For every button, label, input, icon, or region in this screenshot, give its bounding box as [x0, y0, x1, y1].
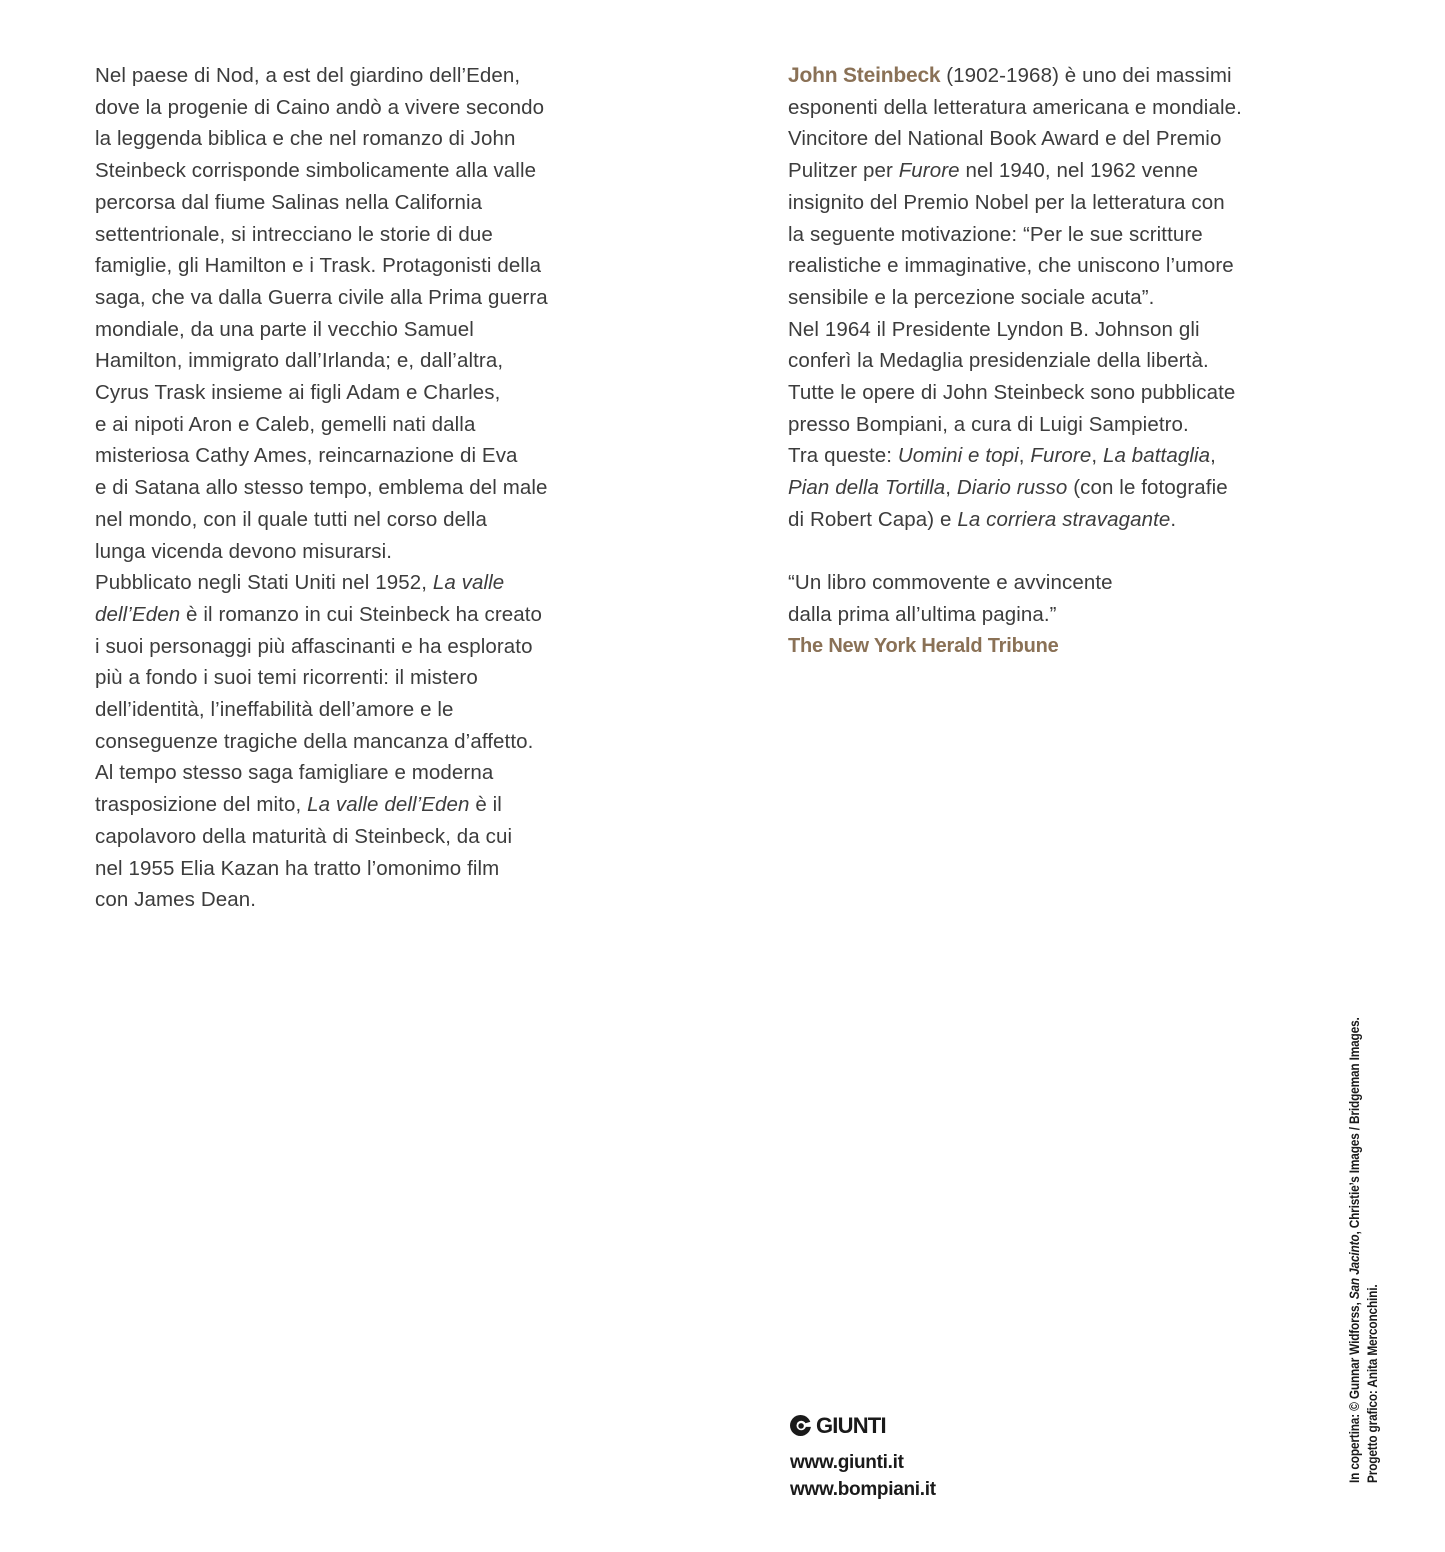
synopsis-line: nel mondo, con il quale tutti nel corso della [95, 507, 487, 531]
synopsis-line: Cyrus Trask insieme ai figli Adam e Charles, [95, 381, 501, 405]
synopsis-line: Al tempo stesso saga famigliare e moderna [95, 761, 494, 785]
synopsis-line: dove la progenie di Caino andò a vivere secondo [95, 95, 545, 119]
synopsis-line: dell’identità, l’ineffabilità dell’amore e le [95, 698, 454, 722]
synopsis-line: trasposizione del mito, La valle dell’Eden è il [95, 793, 502, 817]
publisher-logo-row [790, 1413, 936, 1437]
review-source: The New York Herald Tribune [788, 634, 1059, 657]
synopsis-line: mondiale, da una parte il vecchio Samuel [95, 317, 474, 341]
synopsis-column [95, 60, 715, 916]
cover-credit-line: In copertina: © Gunnar Widforss, San Jacinto, Christie’s Images / Bridgeman Images. [1347, 1017, 1362, 1483]
synopsis-line: dell’Eden è il romanzo in cui Steinbeck ha creato [95, 602, 543, 626]
author-bio [788, 60, 1408, 536]
giunti-g-icon [790, 1415, 811, 1436]
bio-line: di Robert Capa) e La corriera stravagante. [788, 507, 1177, 531]
bio-line: presso Bompiani, a cura di Luigi Sampietro. [788, 412, 1189, 436]
review-quote [788, 567, 1408, 630]
author-column [788, 60, 1408, 662]
giunti-url: www.giunti.it [790, 1452, 904, 1473]
bio-line: conferì la Medaglia presidenziale della libertà. [788, 349, 1209, 373]
synopsis-line: conseguenze tragiche della mancanza d’affetto. [95, 729, 534, 753]
publisher-urls [790, 1450, 936, 1503]
bio-line: Tra queste: Uomini e topi, Furore, La battaglia, [788, 444, 1216, 468]
bompiani-url: www.bompiani.it [790, 1478, 936, 1500]
synopsis-line: lunga vicenda devono misurarsi. [95, 539, 393, 563]
bio-line: Vincitore del National Book Award e del Premio [788, 127, 1222, 151]
bio-line: la seguente motivazione: “Per le sue scritture [788, 222, 1203, 246]
design-credit-line: Progetto grafico: Anita Merconchini. [1365, 1284, 1380, 1483]
quote-line: dalla prima all’ultima pagina.” [788, 602, 1057, 626]
synopsis-line: e ai nipoti Aron e Caleb, gemelli nati dalla [95, 412, 476, 436]
synopsis-line: settentrionale, si intrecciano le storie di due [95, 222, 493, 246]
synopsis-line: Hamilton, immigrato dall’Irlanda; e, dall’altra, [95, 349, 504, 373]
synopsis-line: con James Dean. [95, 888, 257, 912]
synopsis-line: capolavoro della maturità di Steinbeck, da cui [95, 824, 513, 848]
synopsis-line: i suoi personaggi più affascinanti e ha esplorato [95, 634, 533, 658]
synopsis-line: nel 1955 Elia Kazan ha tratto l’omonimo film [95, 856, 500, 880]
paragraph-gap [788, 536, 1408, 568]
publisher-name: GIUNTI [816, 1412, 886, 1438]
publisher-block [790, 1413, 936, 1503]
bio-line: Nel 1964 il Presidente Lyndon B. Johnson gli [788, 317, 1200, 341]
bio-line: John Steinbeck (1902-1968) è uno dei massimi [788, 64, 1232, 87]
bio-line: Tutte le opere di John Steinbeck sono pubblicate [788, 381, 1236, 405]
quote-line: “Un libro commovente e avvincente [788, 571, 1113, 595]
bio-line: Pulitzer per Furore nel 1940, nel 1962 venne [788, 159, 1199, 183]
synopsis-line: misteriosa Cathy Ames, reincarnazione di Eva [95, 444, 518, 468]
bio-line: sensibile e la percezione sociale acuta”. [788, 285, 1155, 309]
bio-line: insignito del Premio Nobel per la letteratura con [788, 190, 1225, 214]
cover-credits [1346, 1017, 1382, 1483]
synopsis-line: percorsa dal fiume Salinas nella California [95, 190, 483, 214]
synopsis-line: Pubblicato negli Stati Uniti nel 1952, La valle [95, 571, 505, 595]
synopsis-line: Steinbeck corrisponde simbolicamente alla valle [95, 159, 537, 183]
synopsis-line: saga, che va dalla Guerra civile alla Prima guerra [95, 285, 548, 309]
synopsis-line: famiglie, gli Hamilton e i Trask. Protagonisti della [95, 254, 542, 278]
bio-line: esponenti della letteratura americana e mondiale. [788, 95, 1242, 119]
synopsis-line: e di Satana allo stesso tempo, emblema del male [95, 476, 548, 500]
synopsis-line: più a fondo i suoi temi ricorrenti: il mistero [95, 666, 478, 690]
synopsis-line: Nel paese di Nod, a est del giardino dell’Eden, [95, 64, 521, 87]
bio-line: Pian della Tortilla, Diario russo (con le fotografie [788, 476, 1228, 500]
bio-line: realistiche e immaginative, che uniscono l’umore [788, 254, 1234, 278]
synopsis-line: la leggenda biblica e che nel romanzo di John [95, 127, 516, 151]
